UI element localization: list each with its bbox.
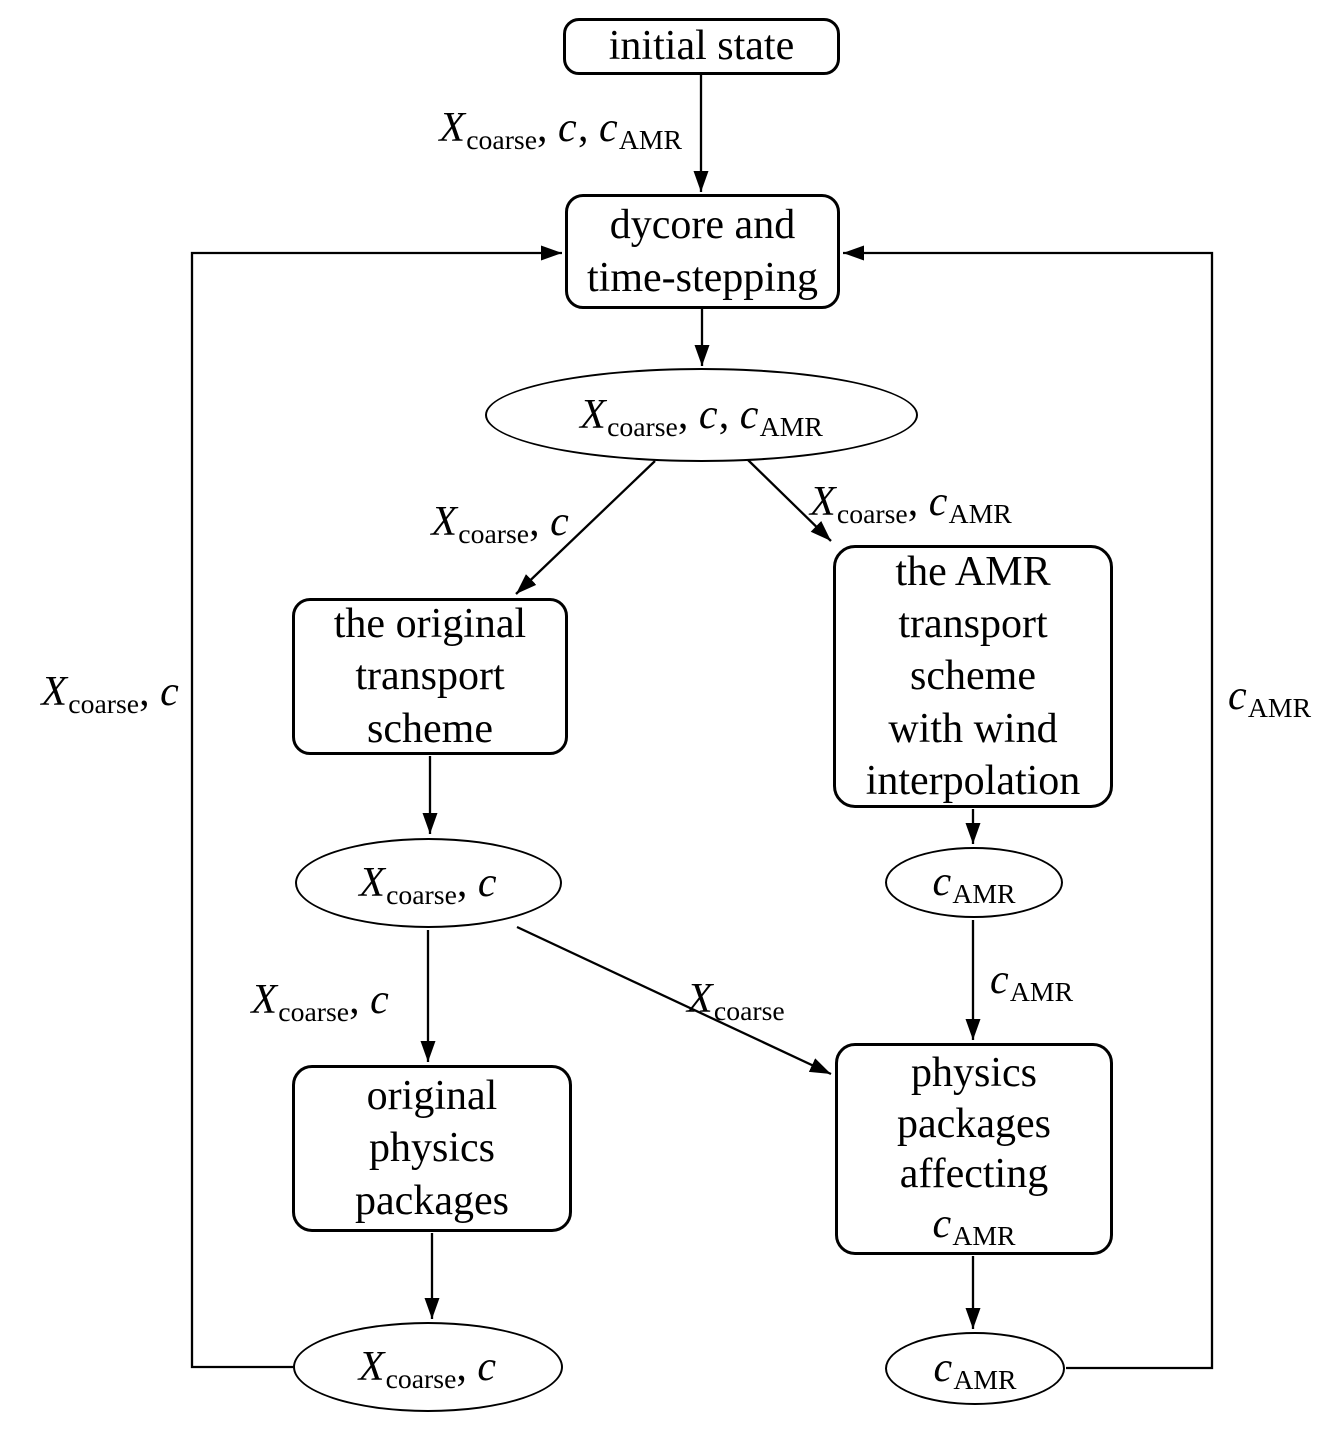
- edge-label-initial-input: $X_{coarse}$, c, $c_{AMR}$: [439, 105, 682, 155]
- node-state-ellipse-top: [485, 368, 918, 462]
- node-original-transport-scheme: [292, 598, 568, 755]
- node-state-ellipse-camr-mid: [885, 847, 1063, 918]
- node-state-coarse-bottom-label: $X_{coarse}$, c: [358, 1343, 497, 1394]
- edge-label-to-original-transport: $X_{coarse}$, c: [431, 499, 569, 549]
- node-original-physics-label: original physics packages: [355, 1073, 509, 1224]
- node-state-camr-bottom-label: $c_{AMR}$: [933, 1345, 1017, 1396]
- node-dycore-label: dycore and time-stepping: [587, 202, 818, 301]
- edge-label-left-feedback: $X_{coarse}$, c: [41, 669, 179, 719]
- node-state-camr-mid-label: $c_{AMR}$: [932, 859, 1016, 910]
- edge-label-to-amr-transport: $X_{coarse}$, $c_{AMR}$: [810, 479, 1012, 529]
- node-state-coarse-mid-label: $X_{coarse}$, c: [359, 859, 497, 910]
- node-initial-state-label: initial state: [608, 23, 795, 70]
- node-initial-state: [563, 18, 840, 75]
- node-original-physics-packages: [292, 1065, 572, 1232]
- node-state-ellipse-coarse-mid: [295, 838, 562, 928]
- node-amr-transport-label: the AMR transport scheme with wind interpolation: [865, 549, 1081, 804]
- edge-label-to-original-physics: $X_{coarse}$, c: [251, 977, 389, 1027]
- node-physics-affecting-camr-label: physics packages affecting $c_{AMR}$: [897, 1050, 1051, 1252]
- edge-label-coarse-to-amr-physics: $X_{coarse}$: [687, 976, 785, 1026]
- node-dycore-time-stepping: [565, 194, 840, 309]
- node-original-transport-label: the original transport scheme: [333, 601, 527, 752]
- node-state-ellipse-coarse-bottom: [293, 1322, 563, 1412]
- edge-label-camr-to-amr-physics: $c_{AMR}$: [990, 957, 1074, 1007]
- node-state-top-label: $X_{coarse}$, c, $c_{AMR}$: [580, 391, 823, 442]
- node-state-ellipse-camr-bottom: [885, 1332, 1065, 1405]
- edge-label-right-feedback: $c_{AMR}$: [1228, 673, 1312, 723]
- node-amr-transport-scheme: [833, 545, 1113, 808]
- node-physics-packages-affecting-camr: [835, 1043, 1113, 1255]
